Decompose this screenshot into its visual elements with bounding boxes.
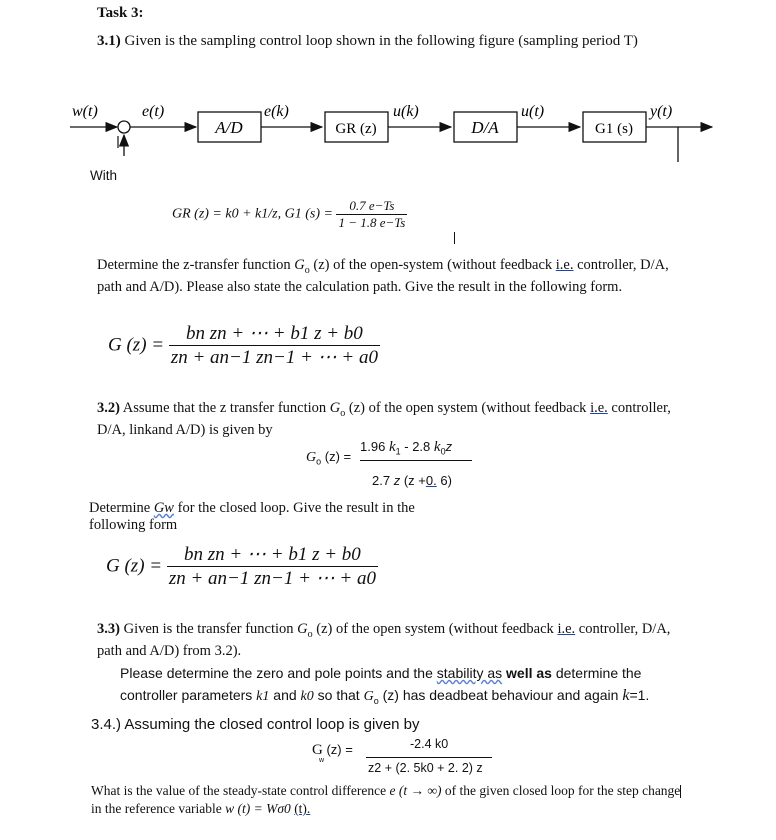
go-denominator [372,473,452,488]
q-t: (t). [294,801,311,816]
control-loop-diagram [0,98,776,168]
q-text-mid: of the given closed loop for the step change [444,783,681,798]
equation-gr-g1 [172,198,407,231]
go-symbol: G [306,450,317,465]
go-num-coef2: - 2.8 [404,439,431,454]
q-e: e (t → ∞) [389,783,442,798]
go-den-zero: 0 [425,473,434,488]
go-num-z: z [445,439,453,454]
signal-u-t: u(t) [521,103,545,120]
go-num-k-sub: 1 [395,446,401,457]
g1-numerator: 0.7 e−Ts [336,198,407,215]
section-3-1-intro [97,33,638,50]
signal-e-t: e(t) [142,103,165,120]
q-w: w (t) = Wσ0 [225,801,291,816]
para-text-post: controller, D/A, path and A/D) from 3.2). [97,621,671,659]
form-denominator: zn + an−1 zn−1 + ⋯ + a0 [168,568,376,589]
form-fraction [167,543,378,590]
equation-gr: GR (z) = k0 + k1/z, [172,206,282,222]
det-text: Determine [89,500,151,516]
para-ie: i.e. [590,400,608,416]
task-title: Task 3: [97,5,144,21]
para-symbol-sub: o [304,264,310,276]
gw-subscript: w [319,757,325,764]
para-text: Given is the transfer function [123,621,294,637]
para-symbol: G [329,400,341,416]
go-den-z: z [393,473,401,488]
go-den-six: 6) [440,473,452,488]
form-lhs: G (z) = [106,555,163,577]
para-z: (z) [313,257,330,273]
q-k: k [622,687,630,704]
para-text-post: controller, D/A, path and A/D). Please also state the calculation path. Give the result in the following form. [97,257,669,295]
go-num-k2: k [433,439,441,455]
q-z: (z) [382,687,399,703]
gr-label: GR (z) [335,121,377,137]
go-num-k: k [388,439,396,455]
go-z: (z) = [324,449,352,464]
q-so-that: so that [317,687,360,703]
para-z: (z) [348,400,365,416]
para-text-mid: of the open system (without feedback [335,621,554,637]
g1-denominator: 1 − 1.8 e−Ts [338,215,406,230]
q-and: and [273,687,297,703]
form-fraction [169,322,380,369]
section-3-1-paragraph [97,257,687,296]
gw-den-rest: + (2. 5k0 + 2. 2) z [384,761,483,775]
go-numerator [360,439,472,461]
go-den-dot: . [433,473,437,488]
summing-junction [118,121,130,133]
para-symbol-sub: o [340,407,346,419]
q-symbol-sub: o [373,695,379,706]
para-ie: i.e. [557,621,576,637]
para-text-post: controller, D/A, linkand A/D) is given by [97,400,671,438]
go-den-paren: (z + [403,473,426,488]
signal-w: w(t) [72,103,98,120]
go-num-coef: 1.96 [360,439,386,454]
form-lhs: G (z) = [108,334,165,356]
section-3-4-question [91,782,691,818]
para-symbol-sub: o [307,628,313,640]
section-number: 3.2) [97,400,120,416]
go-equation-lhs [306,449,351,467]
signal-e-k: e(k) [264,103,289,120]
gw-z: (z) = [326,742,353,757]
section-3-4-title: 3.4.) Assuming the closed control loop is given by [91,716,420,733]
go-num-k2-sub: 0 [440,446,446,457]
q-well-as: well as [506,665,552,681]
q-k1: k1 [256,689,270,704]
q-k0: k0 [300,689,314,704]
q-text: What is the value of the steady-state control difference [91,783,387,798]
para-text: Determine the z-transfer function [97,257,291,273]
section-3-3-question [120,662,680,712]
para-text-mid: of the open system (without feedback [368,400,587,416]
go-den-coef: 2.7 [372,473,391,488]
with-label: With [90,168,117,183]
q-text-post: has deadbeat behaviour and again [402,687,619,703]
form-denominator: zn + an−1 zn−1 + ⋯ + a0 [170,347,378,368]
det-text-post: for the closed loop. Give the result in the following form [89,500,415,533]
general-form-2 [106,543,378,590]
text-cursor [680,785,681,798]
gw-denominator [368,761,483,775]
q-symbol: G [363,689,374,704]
q-text-mid: determine the controller parameters [120,665,642,703]
gw-numerator: -2.4 k0 [410,737,449,751]
gw-den-z2: z2 [368,761,382,775]
form-numerator: bn zn + ⋯ + b1 z + b0 [167,543,378,567]
section-3-2-paragraph [97,400,687,439]
general-form-1 [108,322,380,369]
para-ie: i.e. [555,257,574,273]
section-number: 3.3) [97,621,120,637]
signal-y: y(t) [650,103,673,120]
q-end: =1. [629,687,650,703]
section-text: Given is the sampling control loop shown in the following figure (sampling period T) [124,33,638,49]
form-numerator: bn zn + ⋯ + b1 z + b0 [169,322,380,346]
gw-symbol: G [312,742,323,758]
q-stability: stability as [436,665,503,681]
det-gw: Gw [153,500,174,516]
determine-gw-paragraph [89,500,449,534]
da-label: D/A [471,118,499,137]
equation-g1-lhs: G1 (s) = [284,206,333,222]
para-text-mid: of the open-system (without feedback [333,257,553,273]
go-symbol-sub: o [316,456,322,467]
para-z: (z) [316,621,333,637]
section-3-3-paragraph [97,621,687,660]
text-cursor [454,232,455,244]
q-text-post: in the reference variable [91,801,222,816]
q-text: Please determine the zero and pole points and the [120,665,433,681]
gw-fraction-line [366,757,492,758]
signal-u-k: u(k) [393,103,419,120]
para-symbol: G [297,621,308,637]
equation-g1-fraction [336,198,407,231]
para-symbol: G [294,257,305,273]
section-number: 3.1) [97,33,121,49]
g1-label: G1 (s) [595,121,633,137]
ad-label: A/D [215,118,243,137]
para-text: Assume that the z transfer function [122,400,327,416]
